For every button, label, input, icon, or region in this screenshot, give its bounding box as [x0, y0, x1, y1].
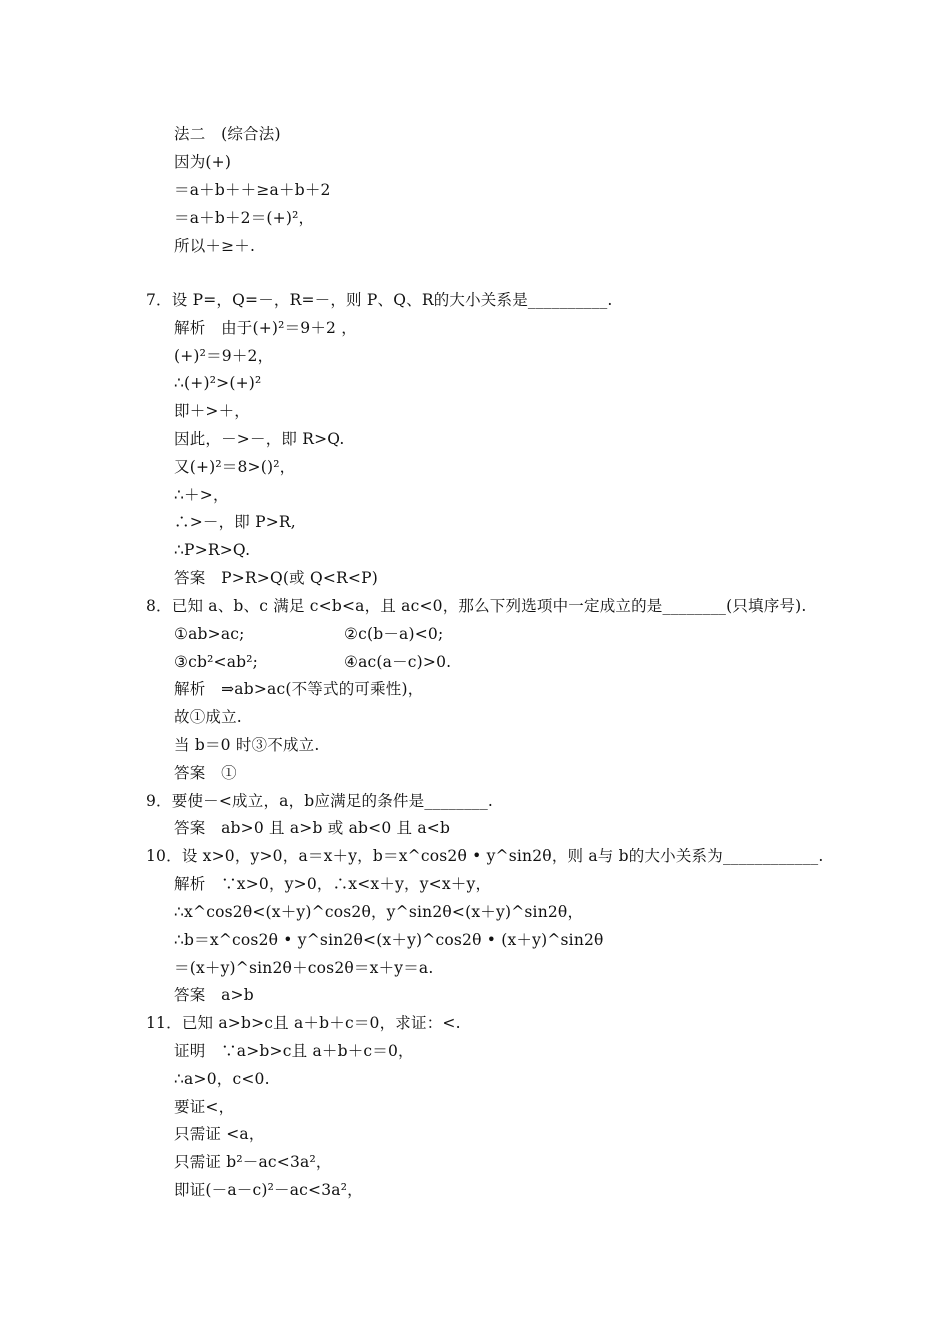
text-line: ∴a>0，c<0. [174, 1070, 270, 1088]
text-line: 所以＋≥＋. [174, 237, 256, 255]
text-line: 即＋>＋， [174, 402, 250, 420]
method-two-heading: 法二 (综合法) [174, 125, 281, 143]
question-8: 8．已知 a、b、c 满足 c<b<a，且 ac<0，那么下列选项中一定成立的是________(只填序号). [146, 597, 807, 615]
text-line: 因为(+) [174, 153, 232, 171]
option-1: ①ab>ac; [174, 625, 245, 643]
text-line: ∴P>R>Q. [174, 541, 251, 559]
question-7: 7．设 P=，Q=－，R=－，则 P、Q、R的大小关系是__________. [146, 291, 613, 309]
option-4: ④ac(a－c)>0. [344, 653, 452, 671]
option-2: ②c(b－a)<0; [344, 625, 444, 643]
question-10: 10．设 x>0，y>0，a＝x＋y，b＝x^cos2θ • y^sin2θ，则 a与 b的大小关系为____________. [146, 847, 824, 865]
text-line: ∴＋>， [174, 486, 229, 504]
text-line: 即证(－a－c)²－ac<3a²， [174, 1181, 363, 1199]
text-line: 要证<， [174, 1098, 235, 1116]
text-line: 又(+)²＝8>()²， [174, 458, 296, 476]
text-line: ∴>－，即 P>R, [174, 513, 296, 531]
text-line: ∴x^cos2θ<(x＋y)^cos2θ，y^sin2θ<(x＋y)^sin2θ， [174, 903, 584, 921]
text-line: ＝a＋b＋2＝(+)²， [174, 209, 315, 227]
question-11: 11．已知 a>b>c且 a＋b＋c＝0，求证：<. [146, 1014, 461, 1032]
text-line: ∴b＝x^cos2θ • y^sin2θ<(x＋y)^cos2θ • (x＋y)^sin2θ [174, 931, 604, 949]
text-line: 因此，－>－，即 R>Q. [174, 430, 345, 448]
answer-8: 答案 ① [174, 764, 237, 782]
text-line: ＝a＋b＋＋≥a＋b＋2 [174, 181, 331, 199]
answer-9: 答案 ab>0 且 a>b 或 ab<0 且 a<b [174, 819, 451, 837]
text-line: 只需证 <a， [174, 1125, 265, 1143]
option-3: ③cb²<ab²; [174, 653, 259, 671]
text-line: (+)²＝9＋2， [174, 347, 274, 365]
text-line: 解析 ∵x>0，y>0，∴x<x＋y，y<x＋y， [174, 875, 492, 893]
text-line: 证明 ∵a>b>c且 a＋b＋c＝0， [174, 1042, 414, 1060]
answer-7: 答案 P>R>Q(或 Q<R<P) [174, 569, 378, 587]
question-9: 9．要使－<成立，a，b应满足的条件是________. [146, 792, 494, 810]
text-line: 当 b＝0 时③不成立. [174, 736, 320, 754]
answer-10: 答案 a>b [174, 986, 254, 1004]
text-line: 解析 ⇒ab>ac(不等式的可乘性)， [174, 680, 424, 698]
text-line: ∴(+)²>(+)² [174, 374, 262, 392]
text-line: 只需证 b²－ac<3a²， [174, 1153, 332, 1171]
text-line: 故①成立. [174, 708, 242, 726]
text-line: ＝(x＋y)^sin2θ＋cos2θ＝x＋y＝a. [174, 959, 434, 977]
text-line: 解析 由于(+)²＝9＋2 ， [174, 319, 357, 337]
